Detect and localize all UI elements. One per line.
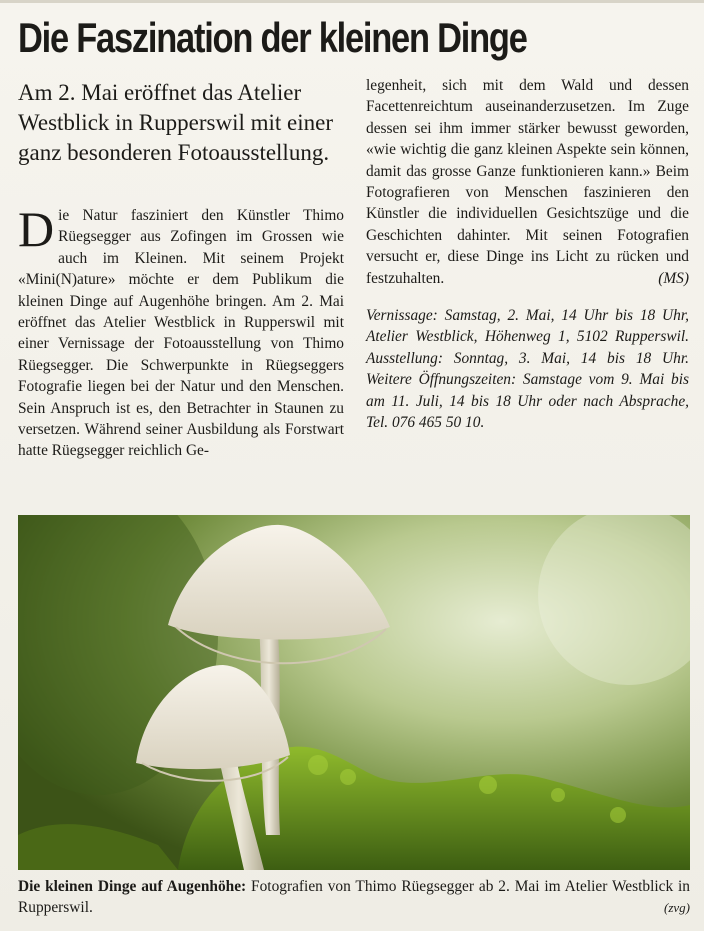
author-signature: (MS) bbox=[658, 269, 689, 287]
body-text-right-block bbox=[366, 75, 689, 289]
caption-text: Fotografien von Thimo Rüegsegger ab 2. Mai im Atelier Westblick in Rupperswil. bbox=[18, 878, 690, 916]
headline: Die Faszination der kleinen Dinge bbox=[18, 14, 527, 61]
photo-caption bbox=[18, 876, 690, 918]
body-column-right bbox=[366, 75, 689, 434]
photo-illustration bbox=[18, 515, 690, 870]
drop-cap: D bbox=[18, 201, 55, 257]
top-rule bbox=[0, 0, 704, 3]
lead-paragraph: Am 2. Mai eröffnet das Atelier Westblick in Rupperswil mit einer ganz besonderen Fotoausstellung. bbox=[18, 80, 333, 165]
body-text-left: ie Natur fasziniert den Künstler Thimo Rüegsegger aus Zofingen im Grossen wie auch im Kleinen. Mit seinem Projekt «Mini(N)ature» möchte er dem Publikum die kleinen Dinge auf Augenhöhe bringen. Am 2. Mai eröffnet das Atelier Westblick in Rupperswil mit einer Vernissage der Fotoausstellung von Thimo Rüegsegger. Die Schwerpunkte in Rüegseggers Fotografie liegen bei der Natur und den Menschen. Sein Anspruch ist es, den Betrachter in Staunen zu versetzen. Während seiner Ausbildung als Forstwart hatte Rüegsegger reichlich Ge- bbox=[18, 207, 344, 460]
event-info: Vernissage: Samstag, 2. Mai, 14 Uhr bis 18 Uhr, Atelier Westblick, Höhenweg 1, 5102 Rupperswil. Ausstellung: Sonntag, 3. Mai, 14 bis 18 Uhr. Weitere Öffnungszeiten: Samstage vom 9. Mai bis am 11. Juli, 14 bis 18 Uhr oder nach Absprache, Tel. 076 465 50 10. bbox=[366, 307, 689, 432]
body-text-right: legenheit, sich mit dem Wald und dessen Facettenreichtum auseinanderzusetzen. Im Zuge dessen sei ihm immer stärker bewusst geworden, «wie wichtig die ganz kleinen Aspekte sein können, damit das grosse Ganze funktionieren kann.» Beim Fotografieren von Menschen faszinieren den Künstler die individuellen Gesichtszüge und die Geschichten dahinter. Mit seinen Fotografien versucht er, diese Dinge ins Licht zu rücken und festzuhalten. bbox=[366, 77, 689, 287]
photo-credit: (zvg) bbox=[664, 900, 690, 915]
mushroom-photo bbox=[18, 515, 690, 870]
body-column-left bbox=[18, 201, 344, 462]
caption-bold: Die kleinen Dinge auf Augenhöhe: bbox=[18, 878, 247, 895]
